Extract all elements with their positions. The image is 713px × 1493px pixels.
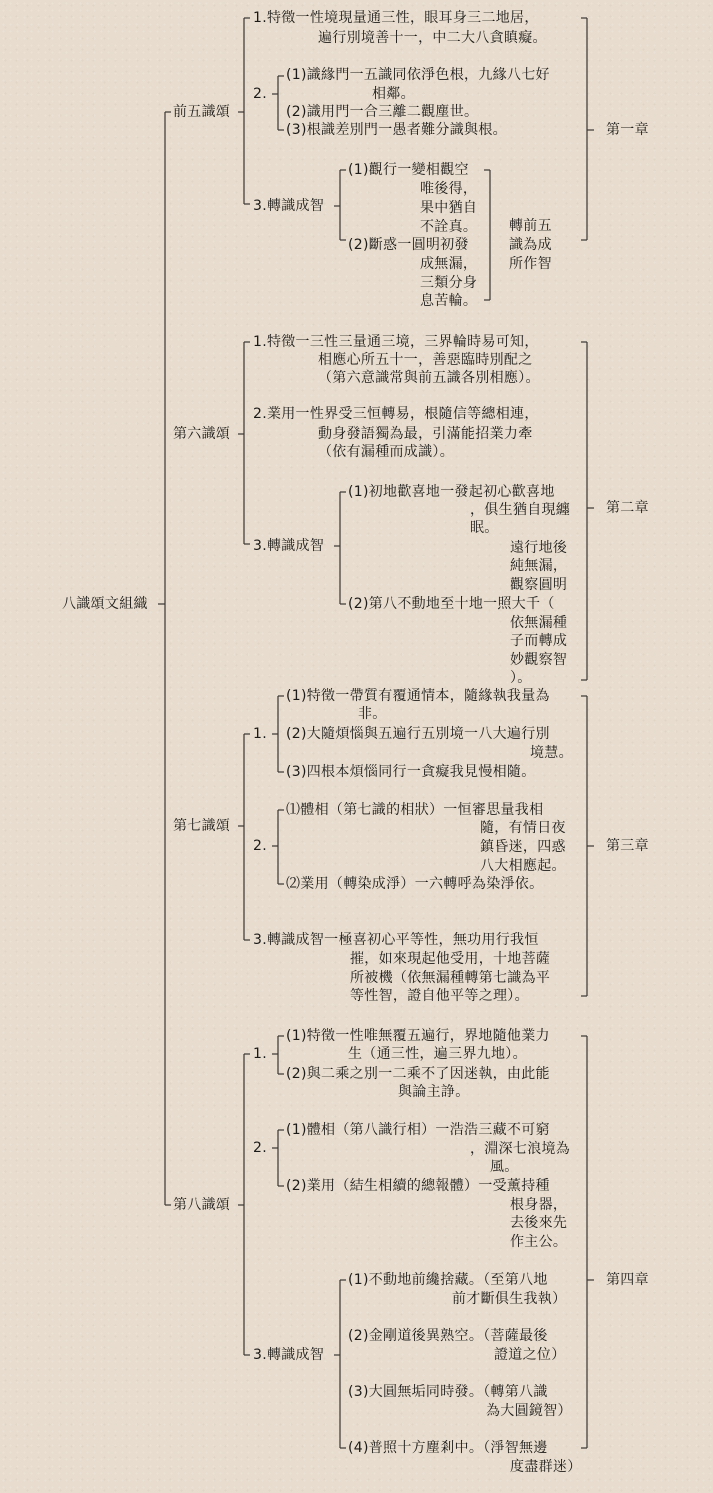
seventh-item-2-1-line4: 八大相應起。 bbox=[480, 858, 566, 874]
chapter-2-label: 第二章 bbox=[606, 500, 649, 516]
first-five-item-3: 3.轉識成智 bbox=[253, 198, 325, 214]
seventh-item-1-1-line2: 非。 bbox=[358, 706, 387, 722]
eighth-item-3-1-line1: (1)不動地前纔捨藏。（至第八地 bbox=[348, 1272, 548, 1288]
sixth-item-1-line2: 相應心所五十一，善惡臨時別配之 bbox=[318, 352, 533, 368]
first-five-item-3-2-line2: 成無漏， bbox=[420, 256, 478, 272]
eighth-item-2-2-line2: 根身器， bbox=[510, 1197, 568, 1213]
sixth-item-3-1-line2: ，俱生猶自現纏 bbox=[470, 502, 571, 518]
eighth-item-1-1-line1: (1)特徵一性唯無覆五遍行，界地隨他業力 bbox=[286, 1028, 550, 1044]
sixth-item-2-line1: 2.業用一性界受三恒轉易，根隨信等總相連， bbox=[253, 406, 539, 422]
first-five-item-1-line2: 遍行別境善十一，中二大八貪瞋癡。 bbox=[318, 30, 547, 46]
eighth-item-3-4-line2: 度盡群迷） bbox=[510, 1459, 582, 1475]
seventh-item-1-3: (3)四根本煩惱同行一貪癡我見慢相隨。 bbox=[286, 764, 536, 780]
eighth-item-1-num: 1. bbox=[253, 1046, 267, 1062]
eighth-item-3-2-line1: (2)金剛道後異熟空。（菩薩最後 bbox=[348, 1328, 548, 1344]
chapter-3-label: 第三章 bbox=[606, 838, 649, 854]
seventh-item-1-1-line1: (1)特徵一帶質有覆通情本，隨緣執我量為 bbox=[286, 688, 550, 704]
chapter-4-label: 第四章 bbox=[606, 1272, 649, 1288]
seventh-item-3-line1: 3.轉識成智一極喜初心平等性，無功用行我恒 bbox=[253, 932, 539, 948]
seventh-label: 第七識頌 bbox=[173, 818, 231, 834]
seventh-item-2-num: 2. bbox=[253, 838, 267, 854]
first-five-item-2-3: (3)根識差別門一愚者難分識與根。 bbox=[286, 122, 507, 138]
root-title: 八識頌文組織 bbox=[62, 596, 148, 612]
chapter-1-label: 第一章 bbox=[606, 122, 649, 138]
first-five-item-3-2-line3: 三類分身 bbox=[420, 275, 478, 291]
eighth-item-3-1-line2: 前才斷俱生我執） bbox=[452, 1291, 567, 1307]
first-five-item-2-1-line1: (1)識緣門一五識同依淨色根，九緣八七好 bbox=[286, 67, 550, 83]
seventh-item-3-line4: 等性智，證自他平等之理）。 bbox=[350, 988, 529, 1004]
sixth-item-2-line3: （依有漏種而成識）。 bbox=[318, 444, 454, 460]
first-five-item-2-1-line2: 相鄰。 bbox=[372, 86, 415, 102]
eighth-item-2-1-line2: ，淵深七浪境為 bbox=[470, 1141, 571, 1157]
sixth-item-3: 3.轉識成智 bbox=[253, 538, 325, 554]
sixth-item-3-2-line1: (2)第八不動地至十地一照大千（ bbox=[348, 596, 555, 612]
seventh-item-3-line3: 所被機（依無漏種轉第七識為平 bbox=[350, 970, 551, 986]
sixth-item-1-line1: 1.特徵一三性三量通三境，三界輪時易可知， bbox=[253, 334, 539, 350]
sixth-item-3-mid-line2: 純無漏， bbox=[510, 558, 568, 574]
sixth-item-3-1-line3: 眠。 bbox=[470, 520, 499, 536]
eighth-item-1-2-line2: 與論主諍。 bbox=[398, 1084, 470, 1100]
first-five-item-3-2-line1: (2)斷惑一圓明初發 bbox=[348, 237, 469, 253]
sixth-item-3-2-line5: ）。 bbox=[510, 670, 532, 686]
sixth-item-1-line3: （第六意識常與前五識各別相應）。 bbox=[318, 370, 540, 386]
seventh-item-3-line2: 摧，如來現起他受用，十地菩薩 bbox=[350, 951, 551, 967]
eighth-item-3-3-line2: 為大圓鏡智） bbox=[486, 1403, 572, 1419]
sixth-item-3-mid-line3: 觀察圓明 bbox=[510, 577, 568, 593]
eighth-item-2-num: 2. bbox=[253, 1140, 267, 1156]
eighth-label: 第八識頌 bbox=[173, 1197, 231, 1213]
seventh-item-2-2: ⑵業用（轉染成淨）一六轉呼為染淨依。 bbox=[286, 876, 544, 892]
eighth-item-2-1-line3: 風。 bbox=[490, 1159, 519, 1175]
first-five-item-2-num: 2. bbox=[253, 86, 267, 102]
eighth-item-2-2-line1: (2)業用（結生相續的總報體）一受薰持種 bbox=[286, 1178, 550, 1194]
first-five-conclusion-line3: 所作智 bbox=[509, 256, 552, 272]
sixth-item-3-2-line2: 依無漏種 bbox=[510, 615, 568, 631]
eighth-item-3: 3.轉識成智 bbox=[253, 1347, 325, 1363]
eighth-item-3-3-line1: (3)大圓無垢同時發。（轉第八識 bbox=[348, 1384, 548, 1400]
seventh-item-2-1-line1: ⑴體相（第七識的相狀）一恒審思量我相 bbox=[286, 802, 544, 818]
first-five-item-1-line1: 1.特徵一性境現量通三性，眼耳身三二地居， bbox=[253, 10, 539, 26]
first-five-item-2-2: (2)識用門一合三離二觀塵世。 bbox=[286, 104, 479, 120]
sixth-label: 第六識頌 bbox=[173, 426, 231, 442]
seventh-item-1-num: 1. bbox=[253, 726, 267, 742]
eighth-item-3-2-line2: 證道之位） bbox=[494, 1347, 566, 1363]
sixth-item-3-2-line3: 子而轉成 bbox=[510, 633, 568, 649]
first-five-item-3-1-line1: (1)觀行一變相觀空 bbox=[348, 162, 469, 178]
seventh-item-2-1-line2: 隨，有情日夜 bbox=[480, 820, 566, 836]
first-five-item-3-2-line4: 息苦輪。 bbox=[420, 293, 478, 309]
first-five-conclusion-line2: 識為成 bbox=[509, 237, 552, 253]
first-five-conclusion-line1: 轉前五 bbox=[509, 218, 552, 234]
eighth-item-2-1-line1: (1)體相（第八識行相）一浩浩三藏不可窮 bbox=[286, 1122, 550, 1138]
first-five-item-3-1-line2: 唯後得， bbox=[420, 181, 478, 197]
first-five-item-3-1-line3: 果中猶自 bbox=[420, 200, 478, 216]
eighth-item-1-2-line1: (2)與二乘之別一二乘不了因迷執，由此能 bbox=[286, 1066, 550, 1082]
first-five-item-3-1-line4: 不詮真。 bbox=[420, 219, 478, 235]
seventh-item-1-2-line1: (2)大隨煩惱與五遍行五別境一八大遍行別 bbox=[286, 726, 550, 742]
seventh-item-1-2-line2: 境慧。 bbox=[530, 745, 573, 761]
first-five-label: 前五識頌 bbox=[173, 104, 231, 120]
eighth-item-2-2-line4: 作主公。 bbox=[510, 1234, 568, 1250]
eighth-item-3-4-line1: (4)普照十方塵剎中。（淨智無邊 bbox=[348, 1440, 548, 1456]
seventh-item-2-1-line3: 鎮昏迷，四惑 bbox=[480, 839, 566, 855]
sixth-item-3-1-line1: (1)初地歡喜地一發起初心歡喜地 bbox=[348, 484, 555, 500]
eighth-item-1-1-line2: 生（通三性，遍三界九地）。 bbox=[348, 1046, 527, 1062]
eighth-item-2-2-line3: 去後來先 bbox=[510, 1215, 568, 1231]
sixth-item-2-line2: 動身發語獨為最，引滿能招業力牽 bbox=[318, 426, 533, 442]
sixth-item-3-mid-line1: 遠行地後 bbox=[510, 540, 568, 556]
sixth-item-3-2-line4: 妙觀察智 bbox=[510, 652, 568, 668]
